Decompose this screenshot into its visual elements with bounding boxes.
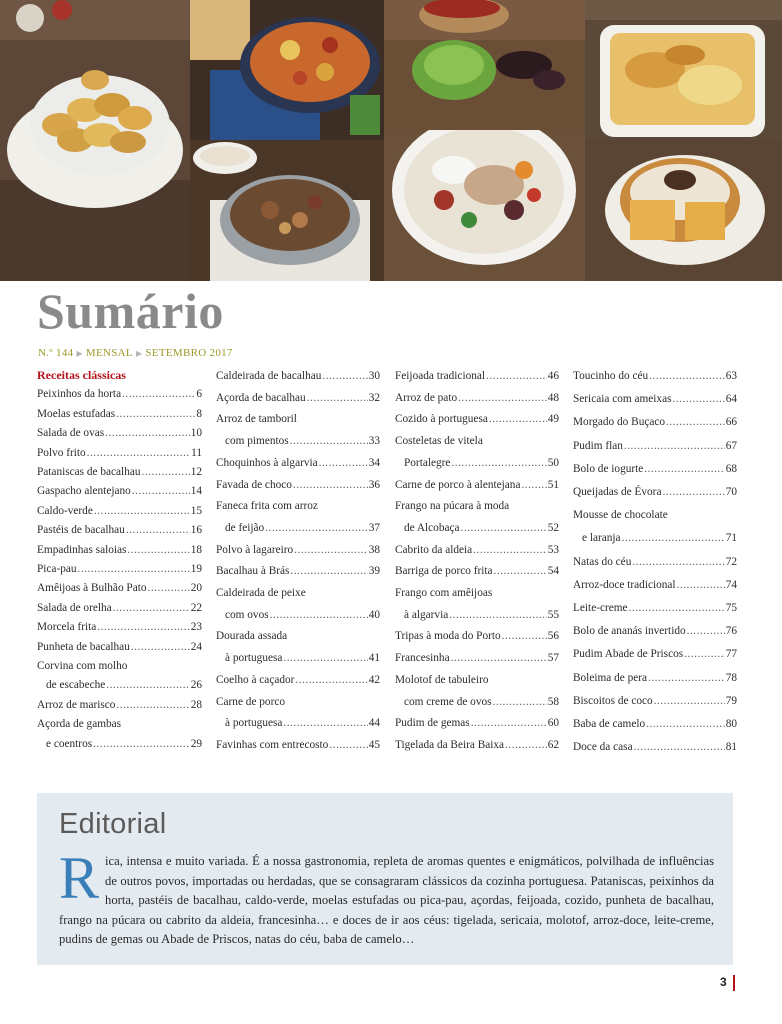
toc-entry-page: 26 [190, 679, 202, 692]
toc-entry-title: Arroz de marisco [37, 698, 116, 711]
toc-entry-title: com creme de ovos [404, 695, 492, 708]
toc-entry [573, 740, 737, 754]
toc-entry-page: 24 [190, 640, 202, 653]
toc-entry-page: 64 [725, 393, 737, 406]
toc-entry [37, 523, 202, 537]
toc-entry-page: 30 [368, 370, 380, 382]
page-title: Sumário [37, 283, 224, 339]
toc-entry-page: 71 [725, 532, 737, 545]
toc-entry [573, 717, 737, 731]
dot-leader [687, 624, 725, 638]
toc-entry-page: 29 [190, 737, 202, 750]
toc-entry-page: 42 [368, 673, 380, 686]
dot-leader [283, 651, 367, 665]
dot-leader [116, 698, 189, 712]
recipe-title-line: Costeletas de vitela [395, 435, 483, 448]
toc-entry [37, 426, 202, 440]
toc-entry-page: 18 [190, 543, 202, 556]
toc-entry-title: Choquinhos à algarvia [216, 456, 318, 469]
toc-entry [225, 521, 380, 535]
toc-entry [37, 446, 202, 460]
toc-entry [37, 620, 202, 634]
dot-leader [521, 478, 546, 492]
dot-leader [649, 369, 725, 383]
recipe-title-line: Arroz de tamboril [216, 413, 297, 426]
toc-entry-title: Açorda de bacalhau [216, 391, 306, 404]
dot-leader [97, 620, 189, 634]
toc-entry-page: 81 [725, 741, 737, 754]
dot-leader [502, 629, 547, 643]
toc-entry [225, 716, 380, 730]
dot-leader [270, 608, 368, 622]
toc-entry [216, 478, 380, 492]
dot-leader [632, 555, 724, 569]
toc-entry-page: 52 [547, 521, 559, 534]
toc-entry-page: 41 [368, 652, 380, 665]
toc-entry-title: Arroz de pato [395, 391, 458, 404]
toc-entry-page: 77 [725, 648, 737, 661]
toc-entry-page: 40 [368, 608, 380, 621]
toc-entry-page: 62 [547, 738, 559, 751]
toc-entry-title: Bacalhau à Brás [216, 565, 290, 578]
dot-leader [473, 543, 547, 557]
toc-entry [37, 562, 202, 576]
toc-entry [216, 456, 380, 470]
dot-leader [131, 640, 190, 654]
toc-entry-page: 32 [368, 391, 380, 404]
editorial-body: ica, intensa e muito variada. É a nossa gastronomia, repleta de aromas quentes e enigmáticos, polvilhada de influências de outros povos, importadas ou herdadas, que se consagraram clássicos da cozinha portuguesa. Pataniscas, peixinhos da horta, pastéis de bacalhau, caldo-verde, moelas estufadas ou pica-pau, açordas, feijoada, cozido, punheta de bacalhau, frango na púcara ou cabrito da aldeia, francesinha… e doces de ir aos céus: tigelada, sericaia, molotof, arroz-doce, leite-creme, pudins de gemas ou Abade de Priscos, natas do céu, baba de camelo… [59, 854, 714, 947]
issue-date: SETEMBRO 2017 [145, 347, 233, 359]
dot-leader [648, 671, 725, 685]
photo-baked-pudding-dish [585, 0, 782, 140]
toc-entry [225, 608, 380, 622]
toc-entry [404, 608, 559, 622]
recipe-title-line: Molotof de tabuleiro [395, 673, 489, 686]
toc-entry-title: Feijoada tradicional [395, 370, 486, 382]
toc-entry [37, 543, 202, 557]
toc-entry-title: Polvo frito [37, 446, 86, 459]
toc-entry-title: Doce da casa [573, 741, 633, 754]
dot-leader [283, 716, 367, 730]
toc-entry [225, 434, 380, 448]
dot-leader [666, 415, 725, 429]
dot-leader [93, 737, 190, 751]
toc-entry-title: Carne de porco à alentejana [395, 478, 521, 491]
toc-entry-title: Tigelada da Beira Baixa [395, 738, 505, 751]
toc-entry [395, 391, 559, 405]
dot-leader [116, 407, 195, 421]
photo-meat-stew-pan [190, 140, 384, 281]
toc-entry [573, 647, 737, 661]
dot-leader [94, 504, 190, 518]
toc-entry-title: Bolo de ananás invertido [573, 625, 686, 638]
toc-entry-title: Barriga de porco frita [395, 565, 493, 578]
toc-entry-title: Punheta de bacalhau [37, 640, 130, 653]
toc-entry [37, 465, 202, 479]
toc-entry-page: 23 [190, 621, 202, 634]
dot-leader [106, 678, 189, 692]
toc-entry [404, 695, 559, 709]
toc-entry-title: Morcela frita [37, 621, 97, 634]
toc-entry-page: 11 [191, 446, 202, 459]
toc-entry-page: 60 [547, 717, 559, 730]
toc-entry-title: Tripas à moda do Porto [395, 630, 501, 643]
toc-entry-title: Favinhas com entrecosto [216, 738, 329, 751]
toc-entry-page: 8 [196, 407, 202, 420]
editorial-title: Editorial [59, 808, 167, 840]
dot-leader [307, 391, 368, 405]
toc-entry-title: à portuguesa [225, 652, 283, 665]
toc-entry [395, 369, 559, 383]
toc-entry-page: 45 [368, 738, 380, 751]
toc-entry [216, 391, 380, 405]
toc-entry [216, 738, 380, 752]
toc-entry-title: Pataniscas de bacalhau [37, 466, 141, 478]
toc-entry [573, 624, 737, 638]
dot-leader [142, 465, 190, 479]
dot-leader [673, 392, 725, 406]
toc-entry [404, 456, 559, 470]
toc-entry [582, 531, 737, 545]
dot-leader [622, 531, 725, 545]
toc-entry [37, 484, 202, 498]
toc-entry-page: 78 [725, 671, 737, 684]
dot-leader [122, 387, 195, 401]
toc-entry-title: Favada de choco [216, 478, 292, 491]
toc-entry [395, 716, 559, 730]
toc-entry-page: 79 [725, 694, 737, 707]
toc-entry-title: Pica-pau [37, 563, 77, 575]
recipe-title-line: Dourada assada [216, 630, 288, 643]
dot-leader [290, 564, 367, 578]
toc-entry-page: 33 [368, 435, 380, 448]
photo-collage [0, 0, 782, 281]
recipe-title-line: Caldeirada de peixe [216, 587, 306, 599]
recipe-title-line: Faneca frita com arroz [216, 500, 318, 513]
toc-entry-title: Pastéis de bacalhau [37, 524, 125, 537]
dot-leader [644, 462, 724, 476]
toc-entry [573, 369, 737, 383]
issue-line [38, 347, 233, 359]
toc-entry [573, 462, 737, 476]
toc-entry [573, 485, 737, 499]
recipe-title-line: Frango com amêijoas [395, 587, 493, 599]
recipe-title-line: Açorda de gambas [37, 718, 122, 731]
photo-sausages-cabbage [384, 0, 585, 130]
dot-leader [629, 601, 725, 615]
toc-entry-page: 44 [368, 717, 380, 730]
toc-entry [573, 601, 737, 615]
toc-entry-title: Bolo de iogurte [573, 462, 644, 475]
dot-leader [126, 523, 190, 537]
toc-entry [395, 412, 559, 426]
recipe-title-line: Corvina com molho [37, 660, 128, 672]
toc-entry [573, 415, 737, 429]
toc-entry-page: 50 [547, 456, 559, 469]
toc-entry-title: de escabeche [46, 679, 106, 692]
toc-entry-page: 48 [547, 391, 559, 404]
dot-leader [451, 651, 547, 665]
toc-entry [37, 387, 202, 401]
dot-leader [624, 439, 725, 453]
toc-entry-page: 36 [368, 478, 380, 491]
separator-icon: ▶ [76, 349, 83, 358]
dot-leader [449, 608, 546, 622]
toc-entry-title: Salada de ovas [37, 427, 105, 440]
toc-entry-page: 28 [190, 698, 202, 711]
dot-leader [486, 369, 547, 383]
toc-entry-page: 76 [725, 625, 737, 638]
toc-entry-page: 58 [547, 695, 559, 708]
recipe-title-line: Mousse de chocolate [573, 509, 668, 522]
toc-entry [37, 698, 202, 712]
toc-entry [573, 392, 737, 406]
toc-entry [404, 521, 559, 535]
toc-entry [37, 581, 202, 595]
dot-leader [662, 485, 724, 499]
dot-leader [322, 369, 367, 383]
toc-entry-page: 37 [368, 521, 380, 534]
dot-leader [319, 456, 368, 470]
dot-leader [105, 426, 190, 440]
toc-entry [395, 738, 559, 752]
toc-entry-title: Cabrito da aldeia [395, 543, 473, 556]
toc-entry-page: 57 [547, 652, 559, 665]
dot-leader [132, 484, 190, 498]
toc-entry-title: com ovos [225, 608, 269, 621]
toc-entry-title: Queijadas de Évora [573, 486, 662, 498]
toc-entry-title: Pudim de gemas [395, 717, 470, 730]
toc-entry-title: Leite-creme [573, 602, 628, 614]
dot-leader [494, 564, 547, 578]
toc-entry-page: 63 [725, 370, 737, 382]
dot-leader [458, 391, 547, 405]
toc-entry-page: 20 [190, 582, 202, 595]
toc-entry-page: 55 [547, 608, 559, 621]
toc-entry-title: e laranja [582, 532, 621, 545]
toc-entry [216, 673, 380, 687]
toc-entry [46, 737, 202, 751]
toc-entry-title: com pimentos [225, 435, 289, 448]
toc-entry-title: Gaspacho alentejano [37, 485, 131, 498]
dot-leader [654, 694, 725, 708]
toc-entry-page: 12 [190, 466, 202, 478]
dot-leader [493, 695, 547, 709]
toc-entry [37, 504, 202, 518]
toc-entry-title: Pudim Abade de Priscos [573, 648, 684, 661]
toc-entry-title: Amêijoas à Bulhão Pato [37, 582, 147, 595]
recipe-title-line: Carne de porco [216, 695, 286, 708]
toc-entry-page: 74 [725, 578, 737, 591]
dot-leader [684, 647, 725, 661]
photo-sponge-cake [585, 140, 782, 281]
editorial-text [59, 845, 714, 950]
toc-entry-page: 54 [547, 565, 559, 578]
toc-entry [216, 369, 380, 383]
issue-frequency: MENSAL [85, 347, 133, 359]
dot-leader [78, 562, 190, 576]
toc-entry-page: 15 [190, 504, 202, 517]
photo-fried-fritters [0, 0, 190, 281]
toc-entry-title: Boleima de pera [573, 671, 648, 684]
recipe-title-line: Frango na púcara à moda [395, 500, 510, 513]
dot-leader [677, 578, 725, 592]
dot-leader [295, 673, 367, 687]
toc-entry-page: 19 [190, 563, 202, 575]
dot-leader [451, 456, 546, 470]
dot-leader [148, 581, 190, 595]
toc-entry-title: Portalegre [404, 456, 451, 469]
dot-leader [634, 740, 725, 754]
toc-entry [395, 478, 559, 492]
toc-entry [225, 651, 380, 665]
toc-entry [395, 629, 559, 643]
toc-entry [216, 543, 380, 557]
dot-leader [471, 716, 547, 730]
toc-entry-page: 39 [368, 565, 380, 578]
toc-entry-page: 6 [196, 388, 202, 401]
toc-entry-title: de Alcobaça [404, 521, 460, 534]
toc-entry-title: Cozido à portuguesa [395, 413, 488, 426]
dot-leader [87, 446, 190, 460]
toc-entry-title: à algarvia [404, 608, 449, 621]
dot-leader [127, 543, 189, 557]
toc-entry-page: 80 [725, 718, 737, 730]
toc-entry-title: Sericaia com ameixas [573, 393, 672, 406]
toc-entry-title: Peixinhos da horta [37, 388, 122, 401]
dot-leader [113, 601, 190, 615]
toc-entry-title: à portuguesa [225, 717, 283, 730]
page-number-bar [733, 975, 735, 991]
toc-entry [395, 651, 559, 665]
page-number: 3 [720, 975, 727, 989]
toc-entry-page: 14 [190, 485, 202, 498]
toc-entry-page: 49 [547, 413, 559, 426]
dot-leader [461, 521, 547, 535]
editorial-dropcap: R [59, 845, 100, 911]
dot-leader [265, 521, 368, 535]
dot-leader [329, 738, 367, 752]
toc-entry-title: Empadinhas saloias [37, 543, 127, 556]
toc-entry [573, 671, 737, 685]
toc-entry-page: 68 [725, 462, 737, 475]
toc-entry [37, 601, 202, 615]
toc-entry-title: Caldeirada de bacalhau [216, 370, 322, 382]
toc-entry-title: Francesinha [395, 652, 450, 665]
toc-entry-page: 46 [547, 370, 559, 382]
separator-icon: ▶ [135, 349, 143, 358]
section-heading: Receitas clássicas [37, 368, 126, 382]
toc-entry-title: Pudim flan [573, 439, 623, 452]
dot-leader [505, 738, 547, 752]
toc-entry-page: 22 [190, 601, 202, 614]
toc-entry [573, 439, 737, 453]
toc-entry-title: Morgado do Buçaco [573, 416, 666, 429]
toc-entry-page: 38 [368, 543, 380, 556]
dot-leader [294, 543, 368, 557]
toc-entry-title: e coentros [46, 737, 93, 750]
toc-entry-page: 66 [725, 416, 737, 429]
toc-entry-page: 70 [725, 486, 737, 498]
issue-number: N.º 144 [38, 347, 74, 359]
toc-entry-title: Salada de orelha [37, 601, 112, 614]
toc-entry-title: Baba de camelo [573, 718, 646, 730]
toc-entry-title: Toucinho do céu [573, 370, 649, 382]
toc-entry-page: 67 [725, 439, 737, 452]
toc-entry [573, 555, 737, 569]
toc-entry [395, 564, 559, 578]
dot-leader [290, 434, 368, 448]
dot-leader [489, 412, 547, 426]
toc-entry [395, 543, 559, 557]
toc-entry-title: Caldo-verde [37, 504, 93, 517]
toc-entry-page: 72 [725, 555, 737, 568]
toc-entry-page: 56 [547, 630, 559, 643]
toc-entry [216, 564, 380, 578]
toc-entry-page: 16 [190, 524, 202, 537]
toc-entry [46, 678, 202, 692]
toc-entry [573, 578, 737, 592]
toc-entry-title: Polvo à lagareiro [216, 543, 294, 556]
toc-entry [37, 407, 202, 421]
toc-entry-page: 10 [190, 427, 202, 440]
toc-entry-page: 75 [725, 602, 737, 614]
toc-entry-title: Natas do céu [573, 555, 632, 568]
toc-entry-title: Arroz-doce tradicional [573, 578, 676, 591]
toc-entry [37, 640, 202, 654]
photo-fish-stew-pot [190, 0, 384, 140]
toc-entry [573, 694, 737, 708]
toc-entry-page: 34 [368, 456, 380, 469]
toc-entry-title: de feijão [225, 521, 265, 534]
photo-cozido-platter [384, 130, 585, 281]
dot-leader [293, 478, 368, 492]
dot-leader [646, 717, 725, 731]
toc-entry-title: Moelas estufadas [37, 407, 116, 420]
toc-entry-title: Biscoitos de coco [573, 694, 653, 707]
toc-entry-page: 53 [547, 543, 559, 556]
toc-entry-page: 51 [547, 478, 559, 491]
toc-entry-title: Coelho à caçador [216, 673, 295, 686]
